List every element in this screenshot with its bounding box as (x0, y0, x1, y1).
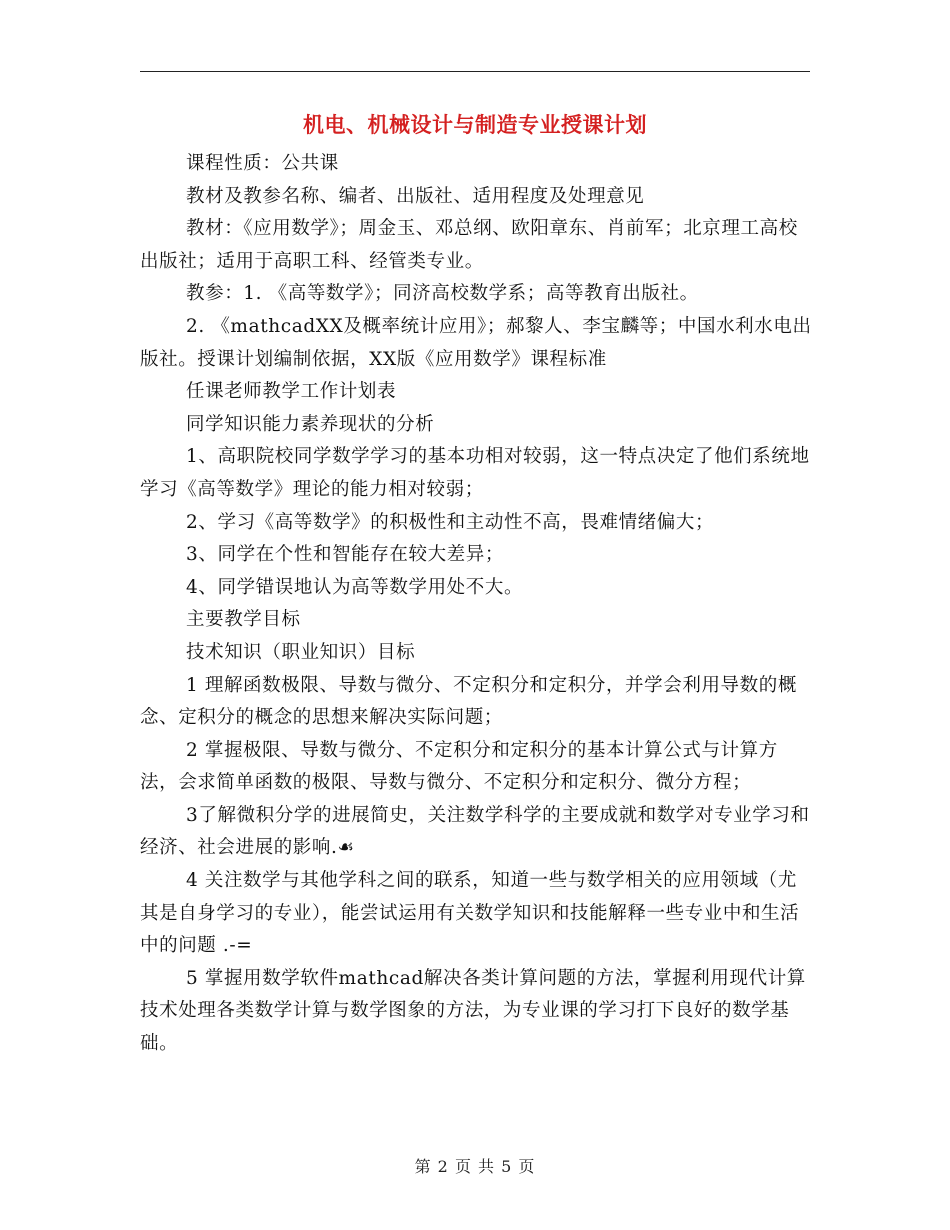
paragraph-goals-heading: 主要教学目标 (186, 609, 301, 631)
paragraph-textbook: 教材：《应用数学》；周金玉、邓总纲、欧阳章东、肖前军；北京理工高校出版社；适用于高职工科、经管类专业。 (140, 218, 798, 272)
paragraph-reference-1: 教参：1. 《高等数学》；同济高校数学系；高等教育出版社。 (186, 283, 699, 305)
paragraph-knowledge-goals-heading: 技术知识（职业知识）目标 (186, 641, 416, 663)
page-number: 第 2 页 共 5 页 (414, 1157, 536, 1176)
document-title: 机电、机械设计与制造专业授课计划 (303, 112, 647, 137)
paragraph-analysis-1: 1、高职院校同学数学学习的基本功相对较弱，这一特点决定了他们系统地学习《高等数学》理论的能力相对较弱； (140, 446, 810, 500)
paragraph-goal-1: 1 理解函数极限、导数与微分、不定积分和定积分，并学会利用导数的概念、定积分的概念的思想来解决实际问题； (140, 674, 797, 729)
paragraph-analysis-2: 2、学习《高等数学》的积极性和主动性不高，畏难情绪偏大； (186, 511, 715, 533)
paragraph-reference-2: 2. 《mathcadXX及概率统计应用》；郝黎人、李宝麟等；中国水利水电出版社。授课计划编制依据，XX版《应用数学》课程标准 (140, 315, 812, 370)
paragraph-analysis-4: 4、同学错误地认为高等数学用处不大。 (186, 576, 524, 598)
document-body (140, 148, 812, 1061)
paragraph-textbook-heading: 教材及教参名称、编者、出版社、适用程度及处理意见 (186, 185, 645, 207)
paragraph-analysis-3: 3、同学在个性和智能存在较大差异； (186, 544, 504, 566)
paragraph-goal-2: 2 掌握极限、导数与微分、不定积分和定积分的基本计算公式与计算方法，会求简单函数的极限、导数与微分、不定积分和定积分、微分方程； (140, 739, 778, 794)
paragraph-goal-5: 5 掌握用数学软件mathcad解决各类计算问题的方法，掌握利用现代计算技术处理各类数学计算与数学图象的方法，为专业课的学习打下良好的数学基础。 (140, 967, 806, 1055)
paragraph-goal-4: 4 关注数学与其他学科之间的联系，知道一些与数学相关的应用领域（尤其是自身学习的专业），能尝试运用有关数学知识和技能解释一些专业中和生活中的问题 .-= (140, 870, 800, 957)
paragraph-course-nature: 课程性质：公共课 (186, 153, 339, 174)
paragraph-teacher-plan: 任课老师教学工作计划表 (186, 381, 397, 403)
paragraph-analysis-heading: 同学知识能力素养现状的分析 (186, 413, 435, 435)
paragraph-goal-3: 3了解微积分学的进展简史，关注数学科学的主要成就和数学对专业学习和经济、社会进展的影响.☙ (140, 804, 810, 859)
header-rule (140, 71, 810, 72)
